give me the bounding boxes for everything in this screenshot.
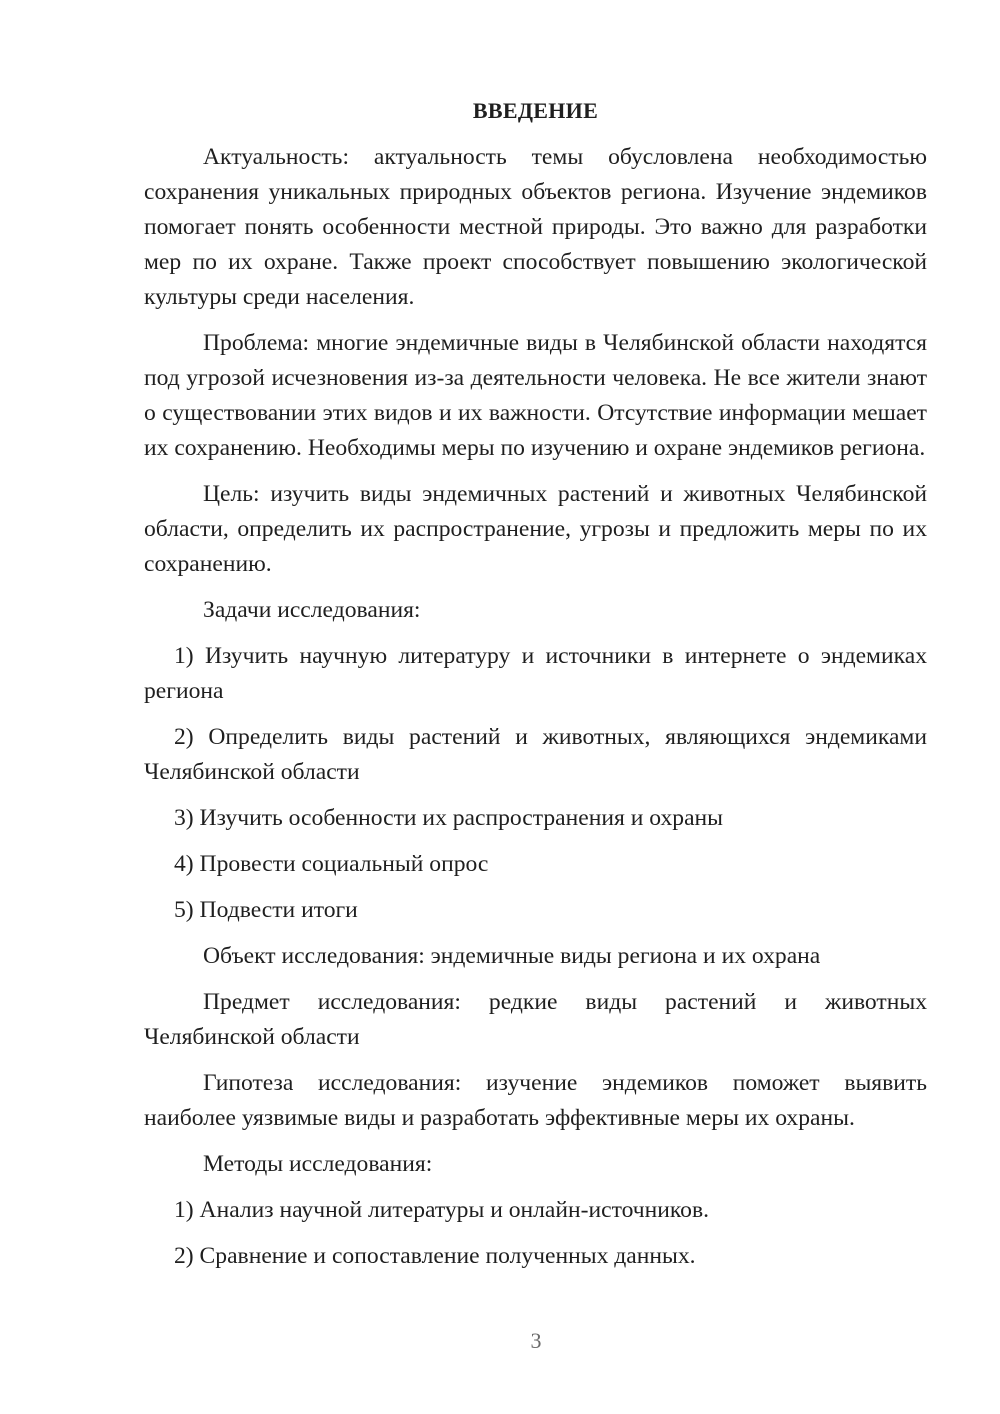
- section-heading: ВВЕДЕНИЕ: [472, 98, 599, 123]
- tasks-heading: Задачи исследования:: [203, 597, 421, 623]
- method-item: 1) Анализ научной литературы и онлайн-источников.: [174, 1197, 710, 1223]
- methods-list: [144, 1193, 927, 1274]
- object-paragraph: Объект исследования: эндемичные виды региона и их охрана: [203, 943, 821, 969]
- task-item: 4) Провести социальный опрос: [174, 851, 489, 877]
- task-item: 2) Определить виды растений и животных, являющихся эндемиками Челябинской области: [144, 724, 927, 785]
- hypothesis-paragraph: Гипотеза исследования: изучение эндемиков поможет выявить наиболее уязвимые виды и разработать эффективные меры их охраны.: [144, 1070, 927, 1131]
- page-number: 3: [530, 1328, 542, 1353]
- page-body: [144, 94, 927, 1285]
- task-item: 3) Изучить особенности их распространения и охраны: [174, 805, 724, 831]
- task-item: 5) Подвести итоги: [174, 897, 358, 923]
- methods-heading: Методы исследования:: [203, 1151, 433, 1177]
- problem-paragraph: Проблема: многие эндемичные виды в Челябинской области находятся под угрозой исчезновения из-за деятельности человека. Не все жители знают о существовании этих видов и их важности. Отсутствие информации мешает их сохранению. Необходимы меры по изучению и охране эндемиков региона.: [144, 330, 927, 461]
- task-item: 1) Изучить научную литературу и источники в интернете о эндемиках региона: [144, 643, 927, 704]
- relevance-paragraph: Актуальность: актуальность темы обусловлена необходимостью сохранения уникальных природных объектов региона. Изучение эндемиков помогает понять особенности местной природы. Это важно для разработки мер по их охране. Также проект способствует повышению экологической культуры среди населения.: [144, 144, 927, 310]
- method-item: 2) Сравнение и сопоставление полученных данных.: [174, 1243, 696, 1269]
- tasks-list: [144, 639, 927, 928]
- goal-paragraph: Цель: изучить виды эндемичных растений и животных Челябинской области, определить их распространение, угрозы и предложить меры по их сохранению.: [144, 481, 927, 577]
- subject-paragraph: Предмет исследования: редкие виды растений и животных Челябинской области: [144, 989, 927, 1050]
